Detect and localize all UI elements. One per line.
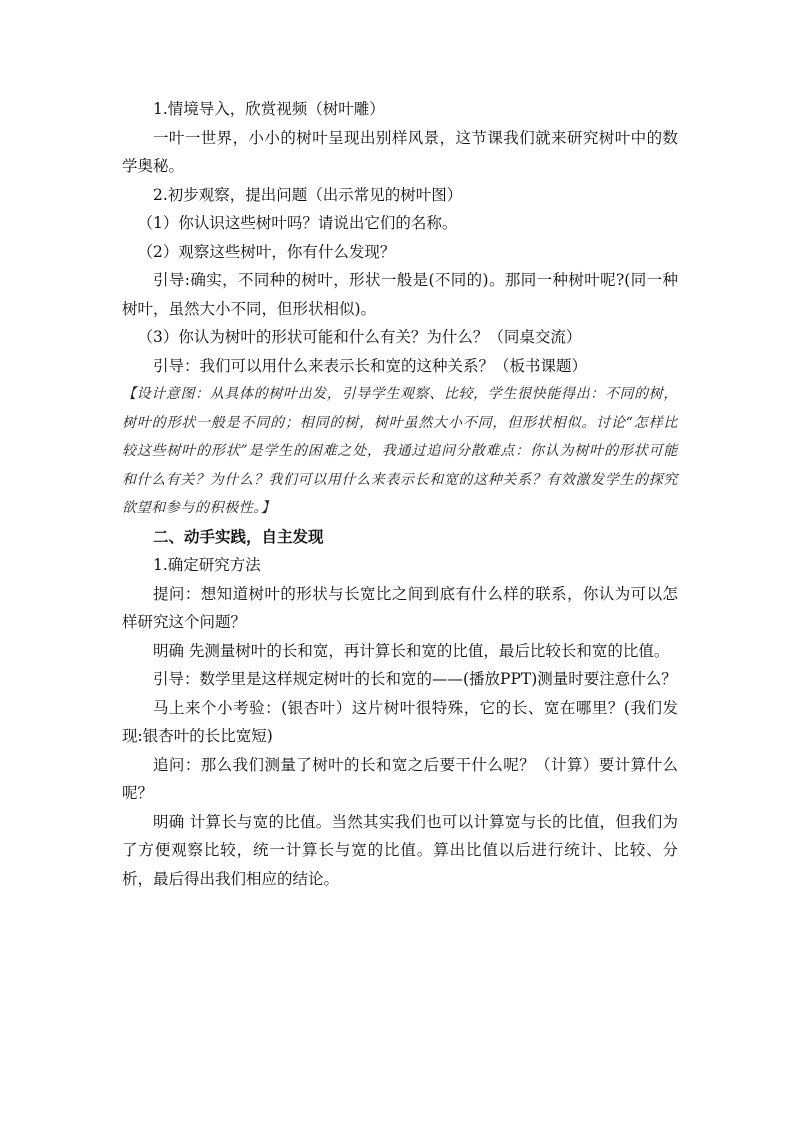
paragraph-1: 1.情境导入，欣赏视频（树叶雕）	[153, 100, 385, 118]
paragraph-5: （2）观察这些树叶，你有什么发现？	[137, 242, 396, 261]
document-body	[122, 95, 678, 893]
paragraph-12: 提问：想知道树叶的形状与长宽比之间到底有什么样的联系，你认为可以怎样研究这个问题？	[122, 584, 678, 631]
paragraph-13: 明确 先测量树叶的长和宽，再计算长和宽的比值，最后比较长和宽的比值。	[153, 641, 670, 660]
section-heading: 二、动手实践，自主发现	[153, 526, 324, 546]
paragraph-15: 马上来个小考验：(银杏叶）这片树叶很特殊，它的长、宽在哪里？(我们发现:银杏叶的长比宽短)	[122, 698, 678, 745]
design-intent-note: 【设计意图：从具体的树叶出发，引导学生观察、比较，学生很快能得出：不同的树，树叶的形状一般是不同的；相同的树，树叶虽然大小不同，但形状相似。讨论“怎样比较这些树叶的形状”是学生的困难之处，我通过追问分散难点：你认为树叶的形状可能和什么有关？为什么？我们可以用什么来表示长和宽的这种关系？有效激发学生的探究欲望和参与的积极性。】	[122, 386, 678, 516]
paragraph-3: 2.初步观察，提出问题（出示常见的树叶图）	[153, 185, 463, 204]
paragraph-8: 引导：我们可以用什么来表示长和宽的这种关系？（板书课题）	[153, 356, 588, 375]
paragraph-14: 引导：数学里是这样规定树叶的长和宽的——(播放PPT)测量时要注意什么？	[153, 670, 677, 688]
paragraph-16: 追问：那么我们测量了树叶的长和宽之后要干什么呢？（计算）要计算什么呢？	[122, 755, 678, 802]
paragraph-4: （1）你认识这些树叶吗？请说出它们的名称。	[137, 214, 458, 232]
paragraph-2: 一叶一世界，小小的树叶呈现出别样风景，这节课我们就来研究树叶中的数学奥秘。	[122, 128, 678, 175]
paragraph-7: （3）你认为树叶的形状可能和什么有关？为什么？（同桌交流）	[137, 328, 582, 346]
paragraph-17: 明确 计算长与宽的比值。当然其实我们也可以计算宽与长的比值，但我们为了方便观察比较，统一计算长与宽的比值。算出比值以后进行统计、比较、分析，最后得出我们相应的结论。	[122, 812, 678, 888]
paragraph-11: 1.确定研究方法	[153, 556, 261, 574]
paragraph-6: 引导:确实，不同种的树叶，形状一般是(不同的)。那同一种树叶呢?(同一种树叶，虽然大小不同，但形状相似)。	[122, 271, 678, 318]
